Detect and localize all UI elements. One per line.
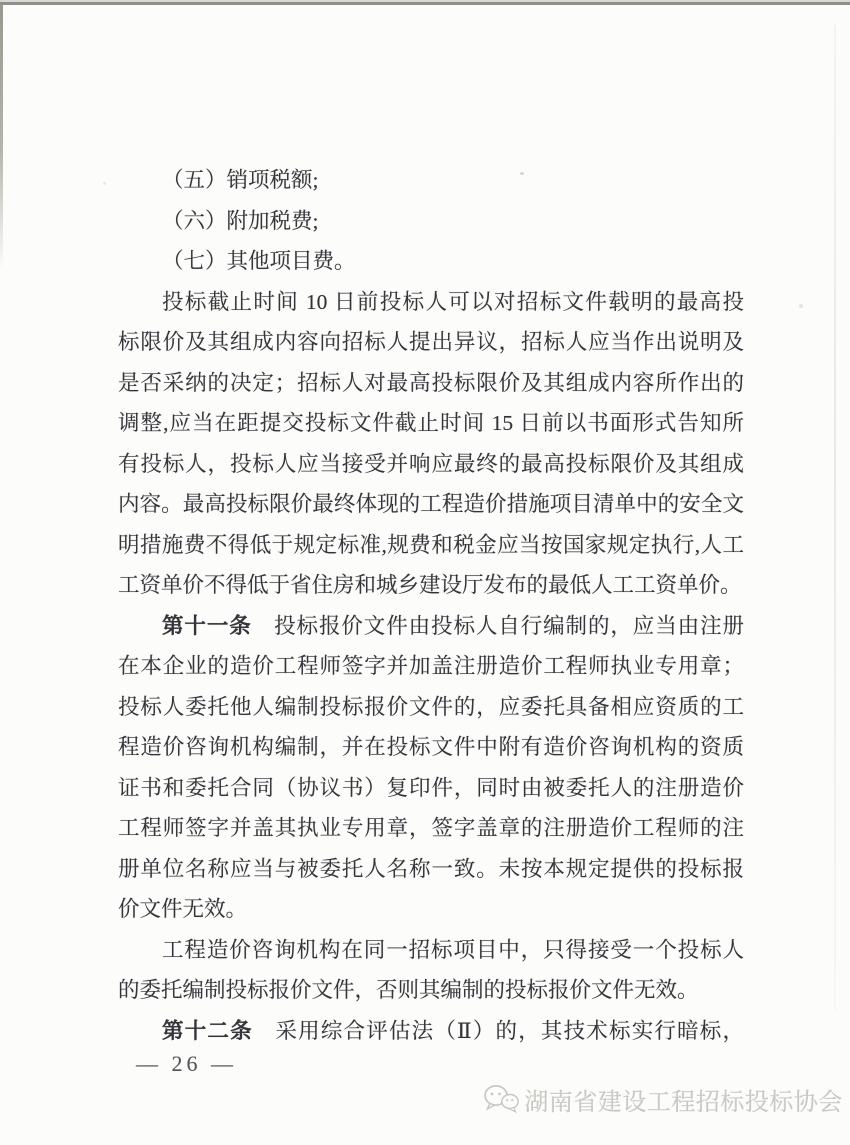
line-text: 工程师签字并盖其执业专用章，签字盖章的注册造价工程师的注 [118,816,744,840]
text-line [118,363,744,404]
text-line [118,606,744,647]
text-line [118,322,744,363]
line-text: 明措施费不得低于规定标准,规费和税金应当按国家规定执行,人工 [118,532,744,557]
line-text: （六）附加税费; [162,208,319,233]
line-text: 册单位名称应当与被委托人名称一致。未按本规定提供的投标报 [118,856,744,881]
text-line [118,201,744,242]
text-line [118,849,744,890]
line-text: 工程造价咨询机构在同一招标项目中，只得接受一个投标人 [162,937,744,962]
text-line [118,444,744,485]
line-text: 投标截止时间 10 日前投标人可以对招标文件载明的最高投 [162,289,744,314]
footer-watermark [483,1082,844,1117]
text-line [118,646,744,687]
text-line [118,160,744,201]
article-number: 第十一条 [162,613,252,638]
scan-speck [103,182,106,185]
line-text: （七）其他项目费。 [162,249,356,273]
line-text: （五）销项税额; [162,168,319,192]
line-text: 在本企业的造价工程师签字并加盖注册造价工程师执业专用章； [118,654,744,678]
line-text: 工资单价不得低于省住房和城乡建设厅发布的最低人工工资单价。 [118,573,742,597]
line-text: 标限价及其组成内容向招标人提出异议，招标人应当作出说明及 [118,330,744,354]
line-text: 程造价咨询机构编制，并在投标文件中附有造价咨询机构的资质 [118,735,744,759]
line-text: 证书和委托合同（协议书）复印件，同时由被委托人的注册造价 [118,775,744,800]
line-text: 投标报价文件由投标人自行编制的，应当由注册 [251,613,744,638]
line-text: 投标人委托他人编制投标报价文件的，应委托具备相应资质的工 [118,694,744,719]
scan-speck [799,304,803,308]
text-line [118,525,744,566]
wechat-icon [483,1084,520,1115]
footer-org-name: 湖南省建设工程招标投标协会 [524,1089,843,1116]
line-text: 内容。最高投标限价最终体现的工程造价措施项目清单中的安全文 [118,492,744,516]
text-line [118,930,744,971]
text-line [118,484,744,525]
text-line [118,687,744,728]
line-text: 调整,应当在距提交投标文件截止时间 15 日前以书面形式告知所 [118,411,744,435]
text-line [118,808,744,849]
text-line [118,403,744,444]
text-line [118,1011,744,1052]
text-line [118,282,744,323]
scan-top-edge [0,0,850,6]
document-body [118,160,744,1051]
text-line [118,241,744,282]
line-text: 是否采纳的决定；招标人对最高投标限价及其组成内容所作出的 [118,370,744,395]
line-text: 有投标人，投标人应当接受并响应最终的最高投标限价及其组成 [118,451,744,476]
scan-left-edge [0,4,3,269]
text-line [118,889,744,930]
scan-right-edge [834,25,836,1010]
text-line [118,727,744,768]
text-line [118,768,744,809]
text-line [118,970,744,1011]
line-text: 价文件无效。 [118,897,248,921]
line-text: 的委托编制投标报价文件，否则其编制的投标报价文件无效。 [118,978,699,1002]
line-text: 采用综合评估法（Ⅱ）的，其技术标实行暗标， [252,1018,744,1043]
page-number: — 26 — [136,1051,237,1076]
text-line [118,565,744,606]
article-number: 第十二条 [162,1018,253,1043]
